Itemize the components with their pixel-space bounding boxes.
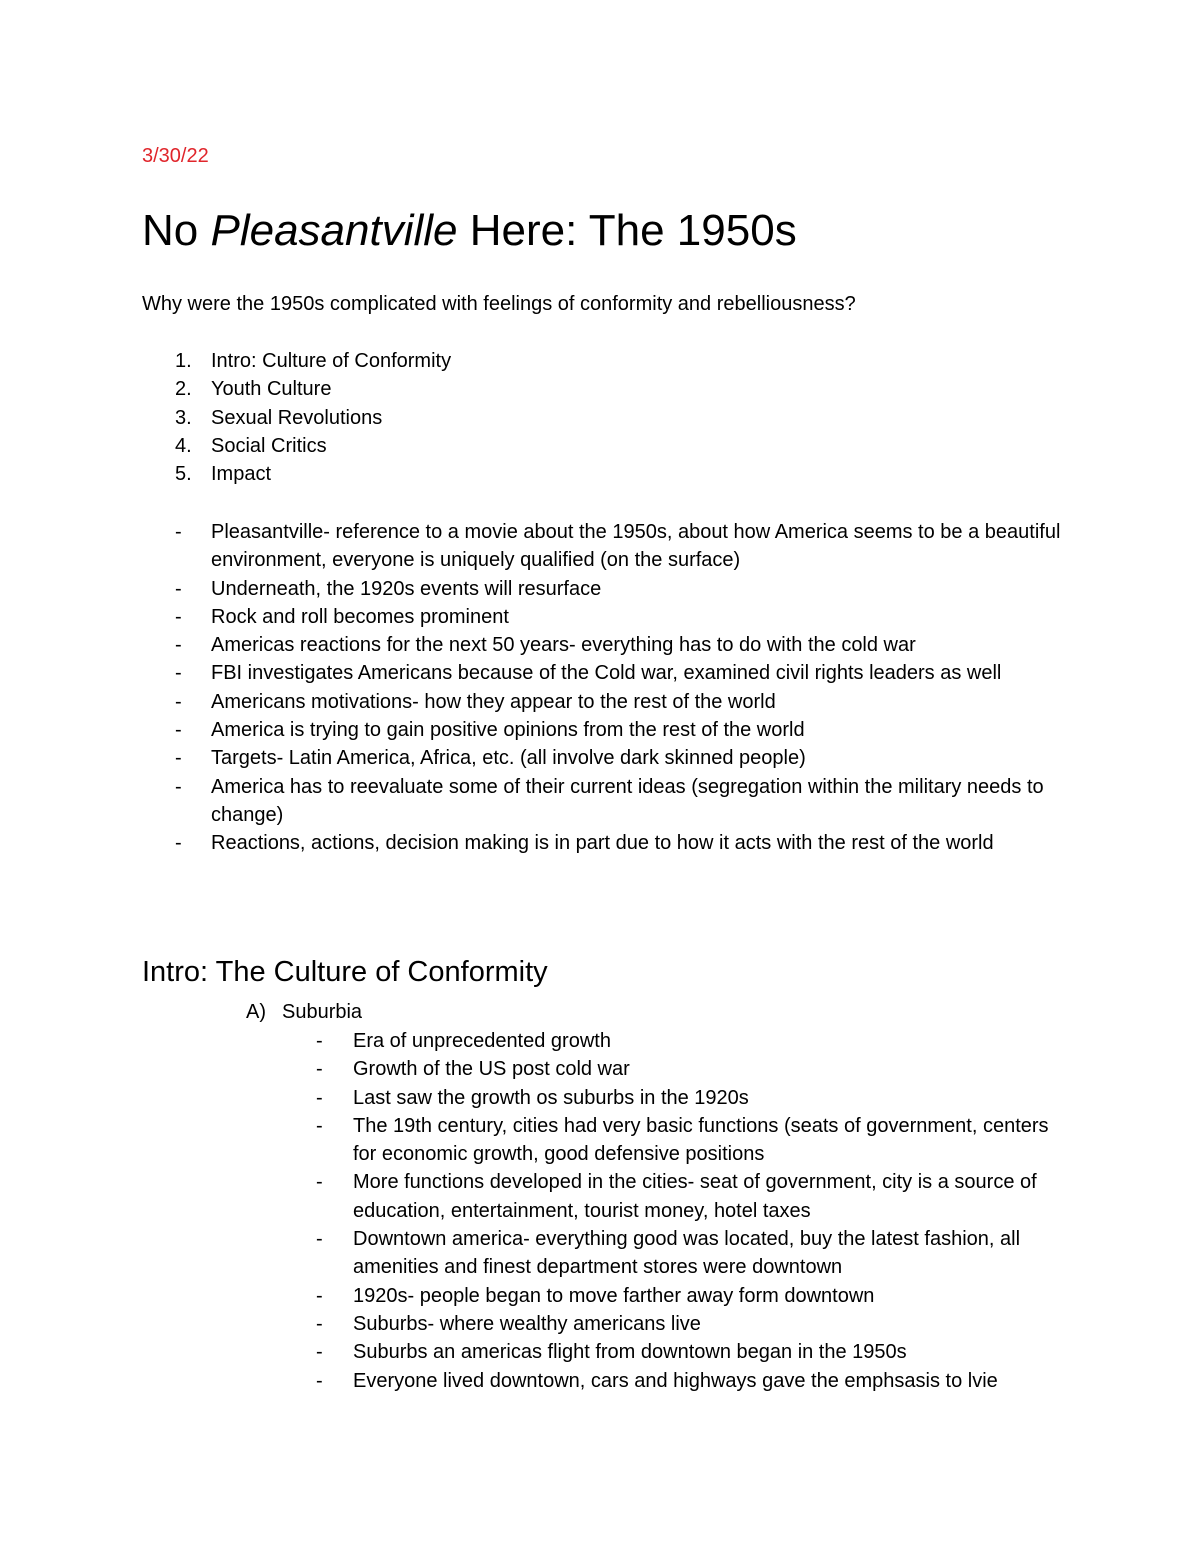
outline-item (142, 404, 451, 432)
dash-bullet: - (316, 1341, 323, 1364)
dash-bullet: - (316, 1114, 323, 1137)
note-item (175, 716, 1075, 744)
suburbia-item (316, 1310, 1076, 1338)
note-text: FBI investigates Americans because of the Cold war, examined civil rights leaders as well (211, 662, 1002, 685)
dash-bullet: - (175, 634, 182, 657)
dash-bullet: - (316, 1369, 323, 1392)
outline-label: Impact (211, 463, 272, 486)
note-item (175, 603, 1075, 631)
outline-number: 2. (175, 378, 192, 401)
section-heading: Intro: The Culture of Conformity (142, 956, 548, 988)
note-item (175, 829, 1075, 857)
dash-bullet: - (175, 719, 182, 742)
note-item (175, 518, 1075, 575)
note-text: America is trying to gain positive opinions from the rest of the world (211, 719, 805, 742)
note-text: America has to reevaluate some of their current ideas (segregation within the military needs to change) (211, 775, 1044, 826)
note-text: Reactions, actions, decision making is in part due to how it acts with the rest of the world (211, 832, 994, 855)
suburbia-item (316, 1055, 1076, 1083)
dash-bullet: - (316, 1228, 323, 1251)
outline-list (142, 347, 451, 488)
sub-heading-marker: A) (246, 1001, 266, 1023)
note-item (175, 631, 1075, 659)
suburbia-text: Everyone lived downtown, cars and highways gave the emphsasis to lvie (353, 1369, 998, 1392)
suburbia-item (316, 1367, 1076, 1395)
note-text: Targets- Latin America, Africa, etc. (all involve dark skinned people) (211, 747, 806, 770)
page-title (142, 200, 797, 262)
dash-bullet: - (175, 747, 182, 770)
title-prefix: No (142, 206, 211, 255)
dash-bullet: - (175, 521, 182, 543)
outline-number: 1. (175, 350, 192, 372)
note-text: Americans motivations- how they appear to the rest of the world (211, 690, 776, 713)
outline-item (142, 460, 451, 488)
notes-list (175, 518, 1075, 858)
note-text: Pleasantville- reference to a movie about the 1950s, about how America seems to be a beautiful environment, everyone is uniquely qualified (on the surface) (211, 521, 1061, 572)
suburbia-text: The 19th century, cities had very basic functions (seats of government, centers for economic growth, good defensive positions (353, 1114, 1049, 1166)
essential-question: Why were the 1950s complicated with feelings of conformity and rebelliousness? (142, 293, 856, 315)
suburbia-text: 1920s- people began to move farther away form downtown (353, 1284, 875, 1307)
dash-bullet: - (175, 775, 182, 798)
suburbia-list (316, 1027, 1076, 1395)
suburbia-text: Last saw the growth os suburbs in the 1920s (353, 1086, 749, 1109)
note-item (175, 744, 1075, 772)
dash-bullet: - (175, 577, 182, 600)
suburbia-item (316, 1084, 1076, 1112)
dash-bullet: - (175, 832, 182, 855)
note-text: Rock and roll becomes prominent (211, 605, 509, 628)
suburbia-text: Suburbs- where wealthy americans live (353, 1312, 701, 1335)
sub-heading-label: Suburbia (282, 1001, 363, 1023)
suburbia-item (316, 1225, 1076, 1282)
note-item (175, 659, 1075, 687)
outline-number: 4. (175, 434, 192, 457)
dash-bullet: - (316, 1312, 323, 1335)
suburbia-item (316, 1168, 1076, 1225)
note-item (175, 688, 1075, 716)
note-item (175, 575, 1075, 603)
dash-bullet: - (175, 662, 182, 685)
outline-number: 3. (175, 406, 192, 429)
note-text: Americas reactions for the next 50 years- everything has to do with the cold war (211, 634, 916, 657)
dash-bullet: - (175, 690, 182, 713)
dash-bullet: - (316, 1086, 323, 1109)
suburbia-text: Downtown america- everything good was located, buy the latest fashion, all amenities and finest department stores were downtown (353, 1228, 1021, 1279)
dash-bullet: - (316, 1284, 323, 1307)
date-label: 3/30/22 (142, 145, 209, 167)
suburbia-item (316, 1338, 1076, 1366)
suburbia-text: Era of unprecedented growth (353, 1030, 611, 1052)
suburbia-text: Growth of the US post cold war (353, 1058, 630, 1081)
note-item (175, 773, 1075, 830)
suburbia-text: More functions developed in the cities- seat of government, city is a source of education, entertainment, tourist money, hotel taxes (353, 1171, 1037, 1222)
outline-label: Social Critics (211, 434, 327, 457)
outline-item (142, 432, 451, 460)
suburbia-text: Suburbs an americas flight from downtown began in the 1950s (353, 1341, 907, 1364)
outline-label: Youth Culture (211, 378, 332, 401)
outline-number: 5. (175, 463, 192, 486)
suburbia-item (316, 1027, 1076, 1055)
outline-item (142, 347, 451, 375)
dash-bullet: - (316, 1030, 323, 1052)
outline-label: Sexual Revolutions (211, 406, 383, 429)
dash-bullet: - (316, 1058, 323, 1081)
sub-heading-suburbia (246, 998, 362, 1026)
dash-bullet: - (316, 1171, 323, 1194)
outline-label: Intro: Culture of Conformity (211, 350, 452, 372)
suburbia-item (316, 1282, 1076, 1310)
title-italic: Pleasantville (210, 206, 458, 255)
outline-item (142, 375, 451, 403)
dash-bullet: - (175, 605, 182, 628)
note-text: Underneath, the 1920s events will resurface (211, 577, 602, 600)
title-suffix: Here: The 1950s (457, 206, 797, 255)
suburbia-item (316, 1112, 1076, 1169)
